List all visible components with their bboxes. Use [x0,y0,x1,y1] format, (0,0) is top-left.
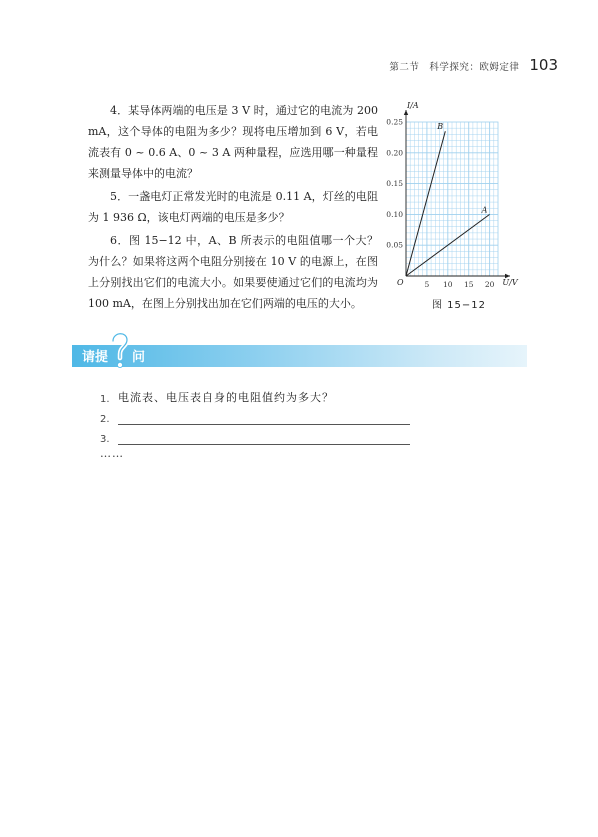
y-axis-arrow-icon [404,110,408,115]
x-tick-label: 5 [424,280,430,289]
question-item-2 [100,405,410,425]
y-axis-label: I/A [407,101,419,110]
current-voltage-chart [378,100,528,290]
continuation-ellipsis: …… [100,447,124,460]
y-tick-label: 0.20 [386,148,403,158]
series-label-b: B [437,122,444,132]
question-mark-icon [108,328,132,372]
figure-caption: 图 15−12 [432,300,487,311]
question-number: 1. [100,394,110,405]
problem-list [88,100,378,316]
question-item-3 [100,425,410,445]
page-header [389,56,558,74]
x-tick-label: 15 [463,280,474,289]
y-tick-label: 0.10 [386,209,403,219]
problem-4: 4．某导体两端的电压是 3 V 时，通过它的电流为 200 mA，这个导体的电阻为多少？现将电压增加到 6 V，若电流表有 0 ~ 0.6 A、0 ~ 3 A 两种量程，应选用哪一种量程来测量导体中的电流？ [88,104,378,180]
y-tick-label: 0.15 [386,179,403,189]
section-title: 第二节 科学探究：欧姆定律 [389,62,520,73]
origin-label: O [397,278,404,287]
question-text: 电流表、电压表自身的电阻值约为多大？ [118,391,334,404]
problem-6: 6．图 15−12 中，A、B 所表示的电阻值哪一个大？为什么？如果将这两个电阻分别接在 10 V 的电源上，在图上分别找出它们的电流大小。如果要使通过它们的电流均为 100 mA，在图上分别找出加在它们两端的电压的大小。 [88,234,378,310]
series-label-a: A [481,205,488,215]
answer-blank[interactable] [118,412,410,425]
figure-15-12 [378,100,528,290]
y-tick-label: 0.25 [386,117,403,127]
question-number: 2. [100,414,110,425]
problem-5: 5．一盏电灯正常发光时的电流是 0.11 A，灯丝的电阻为 1 936 Ω，该电灯两端的电压是多少？ [88,190,378,224]
x-tick-label: 10 [443,280,453,289]
page-number: 103 [529,56,558,74]
question-item-1 [100,385,410,405]
question-number: 3. [100,434,110,445]
answer-blank[interactable] [118,432,410,445]
question-list [100,385,410,445]
x-axis-label: U/V [502,278,518,287]
ask-label-part1: 请提 [82,350,109,365]
y-tick-label: 0.05 [386,240,403,250]
x-tick-label: 20 [484,280,495,289]
ask-label-part2: 问 [132,350,146,365]
